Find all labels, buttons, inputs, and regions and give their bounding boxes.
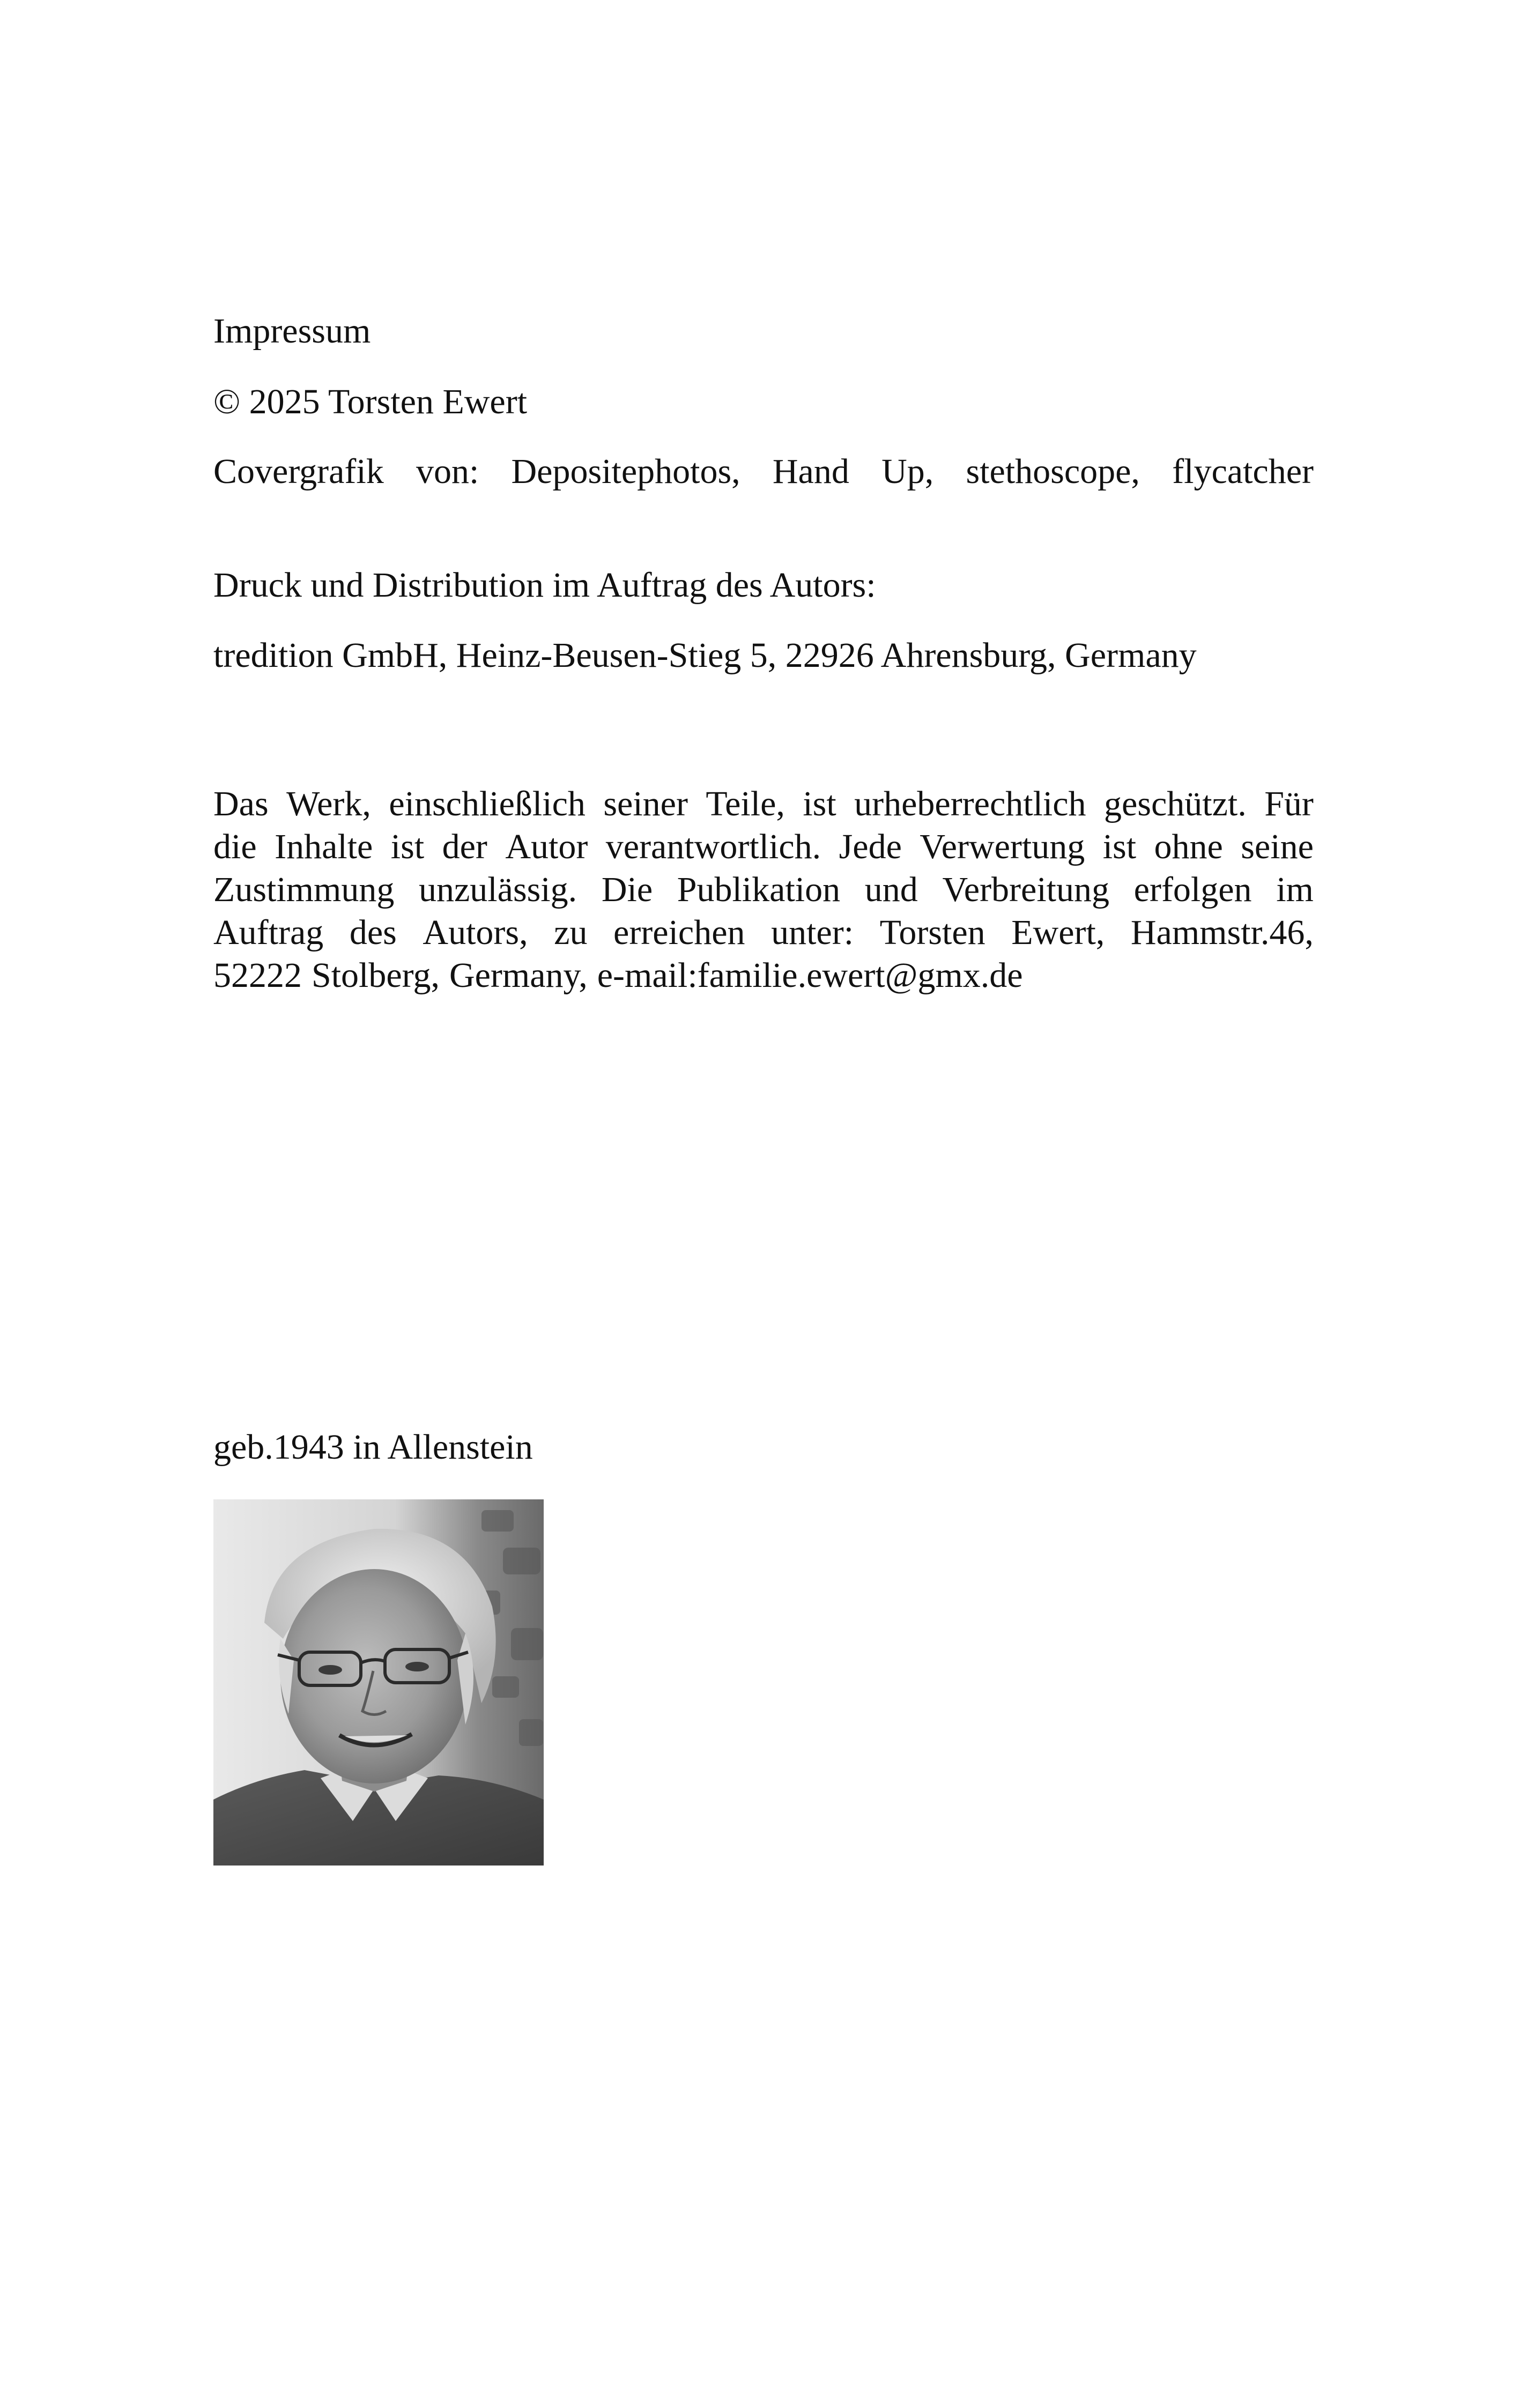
notice-word: Publikation [677,870,841,909]
notice-word: erfolgen [1133,870,1252,909]
notice-word: Germany, [449,956,588,995]
notice-word: ist [803,784,836,823]
notice-word: Zustimmung [213,870,395,909]
notice-word: Autor [505,827,588,866]
imprint-heading: Impressum [213,311,371,351]
publisher-address: tredition GmbH, Heinz-Beusen-Stieg 5, 22926 Ahrensburg, Germany [213,636,1197,675]
notice-word: erreichen [613,913,745,952]
notice-word: die [213,827,257,866]
copyright-notice-line [213,868,1314,911]
notice-word: Inhalte [275,827,373,866]
cover-credit-word: Up, [881,452,934,491]
notice-word: ist [390,827,425,866]
notice-word: unter: [771,913,854,952]
author-photo [213,1499,544,1866]
cover-credit-word: Depositephotos, [511,452,740,491]
cover-credit-word: flycatcher [1172,452,1314,491]
notice-word: Jede [839,827,902,866]
notice-word: Hammstr.46, [1130,913,1314,952]
notice-word: und [864,870,918,909]
cover-credit-word: Covergrafik [213,452,384,491]
notice-word: im [1276,870,1314,909]
copyright-notice-line [213,954,1314,997]
notice-word: Die [601,870,653,909]
notice-word: Teile, [706,784,785,823]
notice-word: der [442,827,487,866]
notice-word: verantwortlich. [605,827,821,866]
cover-credit-line [213,450,1314,493]
notice-word: Autors, [423,913,528,952]
notice-word: des [349,913,397,952]
notice-word: 52222 [213,956,302,995]
notice-word: ist [1102,827,1137,866]
notice-word: seine [1241,827,1314,866]
notice-word: Stolberg, [312,956,440,995]
notice-word: unzulässig. [419,870,577,909]
cover-credit-word: stethoscope, [966,452,1140,491]
notice-word: seiner [603,784,688,823]
notice-word: einschließlich [389,784,586,823]
print-distribution-heading: Druck und Distribution im Auftrag des Autors: [213,566,876,605]
notice-word: Ewert, [1011,913,1105,952]
author-birth-line: geb.1943 in Allenstein [213,1428,533,1467]
notice-word: geschützt. [1104,784,1247,823]
notice-word: Torsten [879,913,986,952]
cover-credit-word: Hand [772,452,849,491]
copyright-notice-line [213,783,1314,826]
copyright-line: © 2025 Torsten Ewert [213,382,528,421]
notice-word: ohne [1154,827,1223,866]
copyright-notice-line [213,911,1314,954]
notice-word: Das [213,784,269,823]
notice-word: Verbreitung [942,870,1110,909]
notice-word: Für [1264,784,1314,823]
cover-credit-word: von: [416,452,479,491]
notice-word: e-mail:familie.ewert@gmx.de [597,956,1023,995]
notice-word: zu [554,913,588,952]
notice-word: Werk, [286,784,371,823]
copyright-notice [213,783,1314,997]
copyright-notice-line [213,826,1314,868]
notice-word: Auftrag [213,913,324,952]
notice-word: Verwertung [920,827,1085,866]
notice-word: urheberrechtlich [854,784,1086,823]
